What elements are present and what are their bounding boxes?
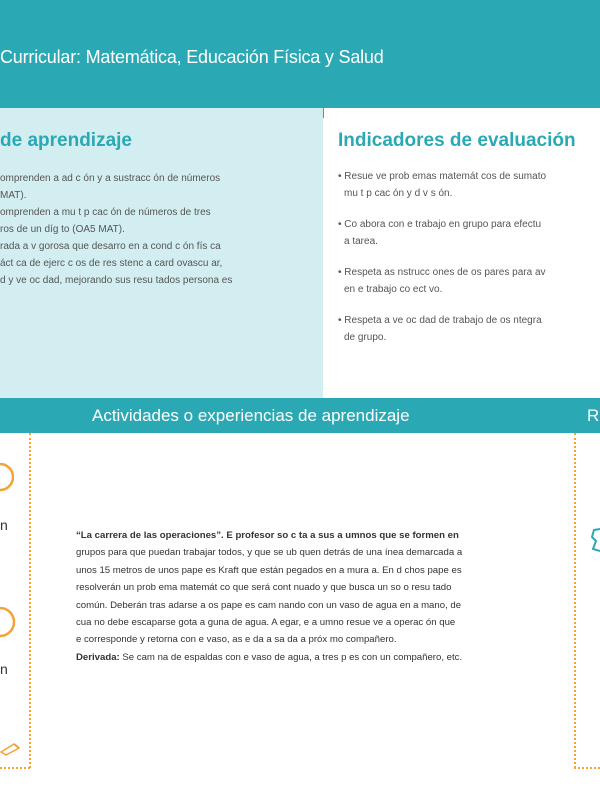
- left-text-fragment: n: [0, 661, 8, 677]
- dotted-divider-bottom-left: [0, 767, 30, 769]
- indicator-line: a tarea.: [344, 236, 378, 247]
- objective-line: omprenden a mu t p cac ón de números de tres: [0, 207, 211, 218]
- derived-label: Derivada:: [76, 651, 120, 663]
- objective-line: omprenden a ad c ón y a sustracc ón de números: [0, 173, 221, 184]
- page-title: Curricular: Matemática, Educación Física y Salud: [0, 47, 384, 67]
- objective-line: ros de un díg to (OA5 MAT).: [0, 224, 125, 235]
- activity-description: [76, 527, 528, 666]
- activity-line: cua no debe escaparse gota a guna de agua. A egar, e a umno resue ve a operac ón que: [76, 617, 456, 629]
- activities-heading: Actividades o experiencias de aprendizaje: [92, 406, 410, 425]
- indicator-item: [338, 168, 600, 202]
- indicator-line: • Respeta a ve oc dad de trabajo de os ntegra: [338, 315, 542, 326]
- objective-line: MAT).: [0, 190, 27, 201]
- objective-line: d y ve oc dad, mejorando sus resu tados persona es: [0, 275, 233, 286]
- indicator-line: • Co abora con e trabajo en grupo para efectu: [338, 219, 542, 230]
- indicator-item: [338, 264, 600, 298]
- indicator-item: [338, 312, 600, 346]
- activity-line: resolverán un prob ema matemát co que será cont nuado y que busca un so o resu tado: [76, 582, 452, 594]
- dotted-divider-left: [29, 433, 31, 768]
- resources-heading-fragment: R: [587, 406, 600, 425]
- evaluation-indicators-heading: Indicadores de evaluación: [338, 130, 576, 151]
- activity-line: grupos para que puedan trabajar todos, y que se ub quen detrás de una ínea demarcada a: [76, 547, 463, 559]
- orange-circle-icon: [0, 462, 14, 492]
- indicator-line: • Resue ve prob emas matemát cos de sumato: [338, 171, 547, 182]
- indicator-item: [338, 216, 600, 250]
- objective-line: rada a v gorosa que desarro en a cond c ón fís ca: [0, 241, 221, 252]
- indicator-line: de grupo.: [344, 332, 387, 343]
- teal-icon-fragment: [590, 527, 600, 553]
- activity-line: unos 15 metros de unos pape es Kraft que están pegados en a mura a. En d chos pape es: [76, 564, 462, 576]
- activity-line: “La carrera de las operaciones”. E profesor so c ta a sus a umnos que se formen en: [76, 530, 459, 541]
- derived-text: Se cam na de espaldas con e vaso de agua, a tres p es con un compañero, etc.: [119, 651, 463, 663]
- learning-objectives-list: [0, 170, 318, 289]
- left-text-fragment: n: [0, 517, 8, 533]
- objective-line: áct ca de ejerc c os de res stenc a card ovascu ar,: [0, 258, 223, 269]
- dotted-divider-bottom-right: [574, 767, 600, 769]
- indicator-line: • Respeta as nstrucc ones de os pares para av: [338, 267, 546, 278]
- orange-circle-icon: [0, 606, 16, 638]
- indicator-line: mu t p cac ón y d v s ón.: [344, 188, 453, 199]
- activity-line: e corresponde y retorna con e vaso, as e da a sa da a próx mo compañero.: [76, 634, 397, 646]
- pencil-icon: [0, 740, 22, 756]
- dotted-divider-right: [574, 433, 576, 768]
- activity-derived-line: [76, 649, 528, 666]
- learning-objectives-heading: de aprendizaje: [0, 130, 132, 151]
- indicator-line: en e trabajo co ect vo.: [344, 284, 443, 295]
- activity-line: común. Deberán tras adarse a os pape es cam nando con un vaso de agua en a mano, de: [76, 599, 462, 611]
- evaluation-indicators-list: [338, 168, 600, 360]
